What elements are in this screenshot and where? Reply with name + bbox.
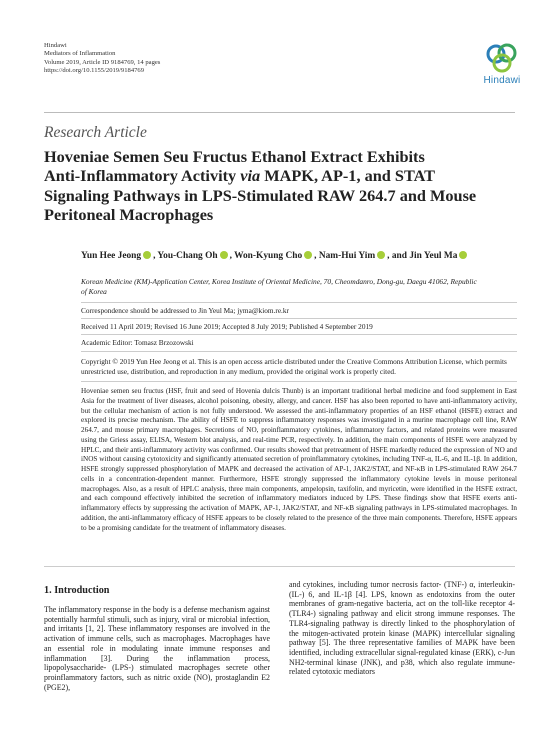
divider [81, 381, 517, 382]
divider [81, 334, 517, 335]
author-name[interactable]: Won-Kyung Cho [234, 251, 303, 261]
author-name[interactable]: Yun Hee Jeong [81, 251, 142, 261]
title-line-1: Hoveniae Semen Seu Fructus Ethanol Extract Exhibits [44, 147, 425, 166]
title-line-2-italic: via [240, 166, 261, 186]
divider [81, 302, 517, 303]
hindawi-rings-icon [485, 42, 519, 74]
orcid-icon[interactable] [220, 251, 228, 259]
orcid-icon[interactable] [459, 251, 467, 259]
doi-link[interactable]: https://doi.org/10.1155/2019/9184769 [44, 67, 145, 75]
author-list: Yun Hee Jeong , You-Chang Oh , Won-Kyung Cho , Nam-Hui Yim , and Jin Yeul Ma [81, 251, 469, 261]
title-line-2b: MAPK, AP-1, and STAT [260, 166, 436, 186]
intro-column-1: The inflammatory response in the body is a defense mechanism against potentially harmful stimuli, such as injury, viral or microbial infection, and irritants [1, 2]. These inflammatory responses are involved in the activation of immune cells, such as macrophages. Macrophages have an essential role in modulating innate immune responses and inflammation [3]. During the inflammation process, lipopolysaccharide- (LPS-) stimulated macrophages secrete other proinflammatory factors, such as nitric oxide (NO), prostaglandin E2 (PGE2), [44, 605, 270, 692]
orcid-icon[interactable] [304, 251, 312, 259]
journal-metadata [44, 42, 160, 76]
logo-text: Hindawi [483, 75, 521, 86]
divider [81, 351, 517, 352]
affiliation: Korean Medicine (KM)-Application Center, Korea Institute of Oriental Medicine, 70, Cheomdanro, Dong-gu, Daegu 41062, Republic of Korea [81, 277, 477, 297]
title-line-4: Peritoneal Macrophages [44, 204, 214, 224]
intro-column-2: and cytokines, including tumor necrosis factor- (TNF-) α, interleukin- (IL-) 6, and IL-1β [4]. LPS, known as endotoxins from the outer membranes of gram-negative bacteria, act on the toll-like receptor 4- (TLR4-) signaling pathway and elicit strong immune responses. The TLR4-signaling pathway is directly linked to the phosphorylation of the mitogen-activated protein kinase (MAPK) intercellular signaling pathway [5]. The three representative families of MAPK have been identified, including extracellular signal-regulated kinase (ERK), c-Jun NH2-terminal kinase (JNK), and p38, which also regulate immune-related cytotoxic mediators [289, 580, 515, 677]
divider [44, 566, 515, 567]
author-name[interactable]: and Jin Yeul Ma [391, 251, 458, 261]
copyright-notice: Copyright © 2019 Yun Hee Jeong et al. This is an open access article distributed under the Creative Commons Attribution License, which permits unrestricted use, distribution, and reproduction in any medium, provided the original work is properly cited. [81, 357, 507, 377]
dates: Received 11 April 2019; Revised 16 June 2019; Accepted 8 July 2019; Published 4 September 2019 [81, 322, 373, 331]
author-name[interactable]: Nam-Hui Yim [318, 251, 376, 261]
hindawi-logo [479, 42, 525, 86]
orcid-icon[interactable] [377, 251, 385, 259]
article-title [44, 147, 524, 224]
journal-name: Mediators of Inflammation [44, 50, 116, 58]
divider [81, 318, 517, 319]
title-line-3: Signaling Pathways in LPS-Stimulated RAW 264.7 and Mouse [44, 185, 477, 205]
section-heading: 1. Introduction [44, 585, 110, 596]
title-line-2 [44, 166, 524, 185]
author-name[interactable]: You-Chang Oh [157, 251, 218, 261]
article-type: Research Article [44, 124, 147, 141]
title-line-2a: Anti-Inflammatory Activity [44, 166, 241, 186]
orcid-icon[interactable] [143, 251, 151, 259]
publisher-name: Hindawi [44, 42, 67, 49]
correspondence: Correspondence should be addressed to Jin Yeul Ma; jyma@kiom.re.kr [81, 306, 289, 315]
abstract: Hoveniae semen seu fructus (HSF, fruit and seed of Hovenia dulcis Thunb) is an important traditional herbal medicine and food supplement in East Asia for the treatment of liver diseases, alcohol poisoning, obesity, allergy, and cancer. HSF has also been reported to have anti-inflammatory activity, but the cellular mechanism of action is not fully understood. We assessed the anti-inflammatory properties of an HSF ethanol (HSFE) extract and explored its precise mechanism. The ability of HSFE to suppress inflammatory responses was investigated in a murine macrophage cell line, RAW 264.7, and mouse primary macrophages. Secretions of NO, proinflammatory cytokines, inflammatory factors, and related proteins were measured using the Griess assay, ELISA, Western blot analysis, and real-time PCR, respectively. In addition, the main components of HSFE were analyzed by HPLC, and their anti-inflammatory activity was confirmed. Our results showed that pretreatment of HSFE markedly reduced the expression of NO and iNOS without causing cytotoxicity and significantly attenuated secretion of proinflammatory cytokines, including TNF-α, IL-6, and IL-1β. In addition, HSFE strongly suppressed phosphorylation of MAPK and decreased the activation of AP-1, JAK2/STAT, and NF-κB in LPS-stimulated RAW 264.7 cells in a concentration-dependent manner. Furthermore, HSFE strongly suppressed the inflammatory cytokine levels in mouse peritoneal macrophages. Also, as a result of HPLC analysis, three main components, ampelopsin, taxifolin, and myricetin, were identified in the HSFE extract, and each compound effectively inhibited the secretion of inflammatory mediators induced by LPS. These findings show that HSFE exerts anti-inflammatory effects by suppressing the activation of MAPK, AP-1, JAK2/STAT, and NF-κB signaling pathways in LPS-stimulated macrophages. In addition, the anti-inflammatory efficacy of HSFE appears to be closely related to the presence of the three main components. Therefore, HSFE appears to be a promising candidate for the treatment of inflammatory diseases. [81, 387, 517, 532]
academic-editor: Academic Editor: Tomasz Brzozowski [81, 338, 194, 347]
header-divider [44, 112, 515, 113]
volume-line: Volume 2019, Article ID 9184769, 14 pages [44, 58, 161, 66]
